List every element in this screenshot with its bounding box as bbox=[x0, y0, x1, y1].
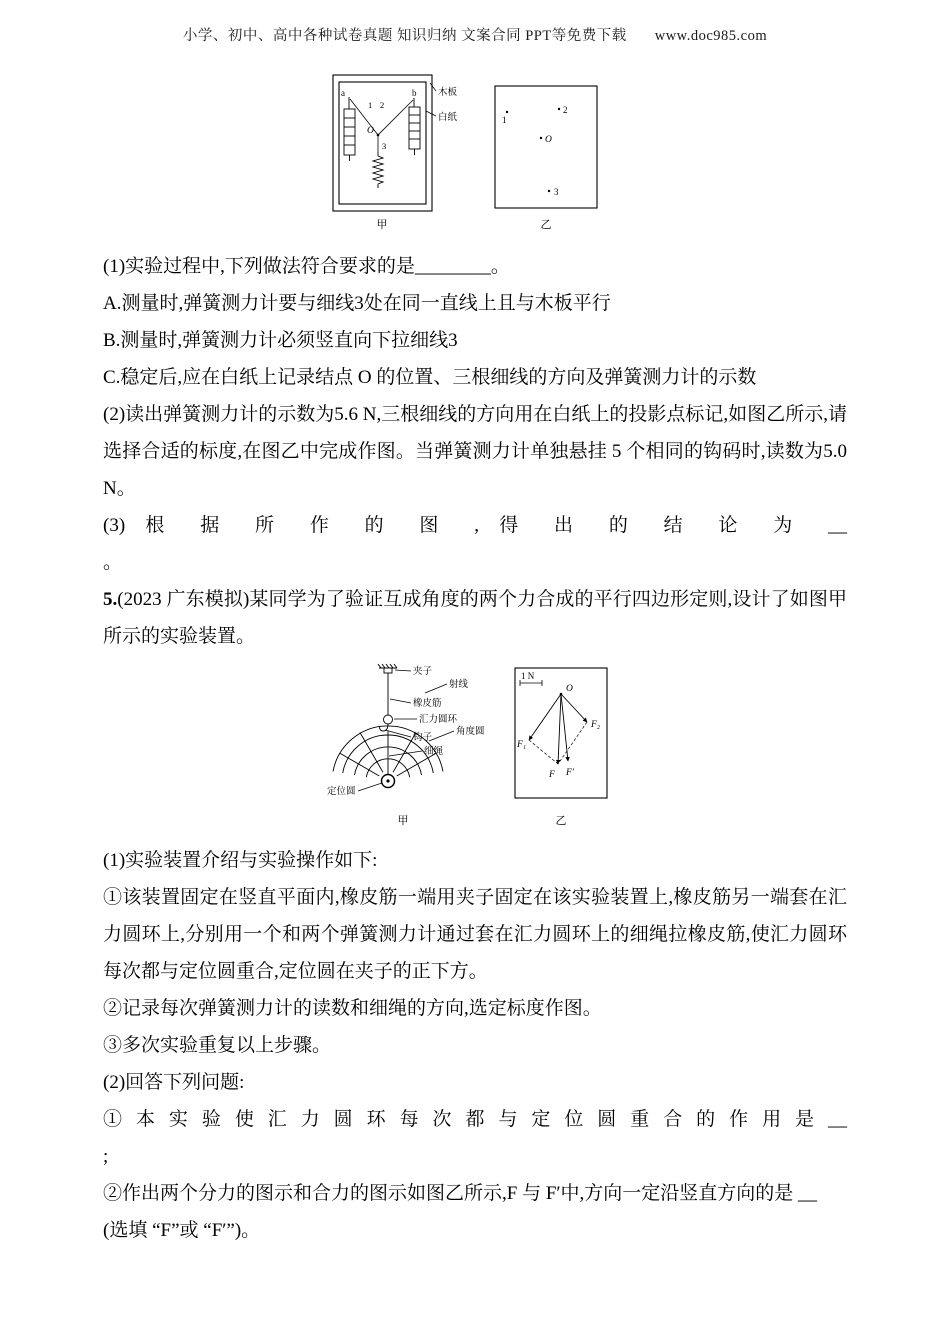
pos-circle-dot bbox=[386, 779, 389, 782]
q5-step-3: ③多次实验重复以上步骤。 bbox=[103, 1035, 332, 1056]
yi-dot-1 bbox=[506, 111, 508, 113]
label-rubber-band: 橡皮筋 bbox=[413, 699, 442, 709]
q4-part1: (1)实验过程中,下列做法符合要求的是________。 bbox=[103, 256, 510, 277]
yi-label-O: O bbox=[545, 135, 552, 145]
force-diagram-rect bbox=[515, 668, 607, 798]
label-clamp: 夹子 bbox=[413, 667, 433, 677]
q5-intro bbox=[103, 581, 847, 655]
q5-part2-qb-end: (选填 “F”或 “F′”)。 bbox=[103, 1220, 261, 1241]
force-O-label: O bbox=[566, 684, 573, 694]
q5-intro-text: (2023 广东模拟)某同学为了验证互成角度的两个力合成的平行四边形定则,设计了如图甲所示的实验装置。 bbox=[103, 589, 847, 647]
figure-1-container bbox=[0, 73, 950, 238]
label-b: b bbox=[412, 88, 417, 98]
header-promo-text: 小学、初中、高中各种试卷真题 知识归纳 文案合同 PPT等免费下载 bbox=[182, 28, 627, 44]
q5-step-2: ②记录每次弹簧测力计的读数和细绳的方向,选定标度作图。 bbox=[103, 998, 602, 1019]
fig1-caption-jia: 甲 bbox=[376, 219, 388, 231]
label-string-2: 2 bbox=[380, 100, 385, 110]
label-a: a bbox=[341, 88, 345, 98]
label-board: 木板 bbox=[438, 88, 458, 98]
q5-step-1: ①该装置固定在竖直平面内,橡皮筋一端用夹子固定在该实验装置上,橡皮筋另一端套在汇力圆环上,分别用一个和两个弹簧测力计通过套在汇力圆环上的细绳拉橡皮筋,使汇力圆环每次都与定位圆重合,定位圆在夹子的正下方。 bbox=[103, 887, 847, 982]
label-paper: 白纸 bbox=[438, 113, 458, 123]
fig2-leaders bbox=[358, 670, 454, 791]
yi-label-1: 1 bbox=[502, 115, 507, 125]
label-O: O bbox=[367, 126, 374, 136]
label-hook: 钩子 bbox=[413, 733, 433, 743]
label-pos-circle: 定位圆 bbox=[327, 787, 356, 797]
q4-option-c: C.稳定后,应在白纸上记录结点 O 的位置、三根细线的方向及弹簧测力计的示数 bbox=[103, 367, 757, 388]
q4-option-b: B.测量时,弹簧测力计必须竖直向下拉细线3 bbox=[103, 330, 458, 351]
label-string: 细绳 bbox=[424, 747, 444, 757]
q4-part3-end: 。 bbox=[103, 552, 123, 573]
force-vectors bbox=[529, 694, 587, 764]
yi-dot-O bbox=[540, 137, 542, 139]
label-force-ring: 汇力圆环 bbox=[419, 715, 458, 725]
label-F: F bbox=[549, 770, 555, 780]
yi-label-2: 2 bbox=[563, 105, 568, 115]
yi-dot-2 bbox=[558, 108, 560, 110]
label-angle-circle: 角度圆 bbox=[456, 727, 485, 737]
q5-part2-qa: ① 本 实 验 使 汇 力 圆 环 每 次 都 与 定 位 圆 重 合 的 作 用 是 __ bbox=[103, 1109, 847, 1130]
fig1-caption-yi: 乙 bbox=[540, 219, 552, 231]
q5-number: 5. bbox=[103, 589, 118, 610]
apparatus bbox=[333, 664, 443, 788]
q4-part2: (2)读出弹簧测力计的示数为5.6 N,三根细线的方向用在白纸上的投影点标记,如图乙所示,请选择合适的标度,在图乙中完成作图。当弹簧测力计单独悬挂 5 个相同的钩码时,读数为5.0 N。 bbox=[103, 404, 847, 499]
label-string-1: 1 bbox=[368, 100, 373, 110]
q4-option-a: A.测量时,弹簧测力计要与细线3处在同一直线上且与木板平行 bbox=[103, 293, 611, 314]
label-F2: F₂ bbox=[591, 720, 601, 730]
paper-yi-rect bbox=[495, 86, 597, 208]
figure-2 bbox=[325, 661, 625, 829]
figure-2-container bbox=[0, 661, 950, 834]
label-ray: 射线 bbox=[449, 680, 469, 690]
page-header bbox=[0, 0, 950, 45]
q5-part2: (2)回答下列问题: bbox=[103, 1072, 245, 1093]
label-F-prime: F′ bbox=[566, 768, 574, 778]
q5-setup-intro: (1)实验装置介绍与实验操作如下: bbox=[103, 850, 378, 871]
spring-scale-right bbox=[409, 98, 420, 155]
question-4-body bbox=[103, 248, 847, 655]
spring-coil bbox=[373, 152, 383, 188]
q4-part3: (3) 根 据 所 作 的 图 , 得 出 的 结 论 为 __ bbox=[103, 515, 847, 536]
q5-part2-qa-end: ; bbox=[103, 1146, 109, 1167]
figure-1 bbox=[325, 73, 625, 233]
label-string-3: 3 bbox=[382, 141, 387, 151]
fig2-caption-yi: 乙 bbox=[555, 815, 567, 827]
point-O-jia bbox=[377, 134, 380, 137]
label-F1: F₁ bbox=[517, 740, 527, 750]
q5-part2-qb: ②作出两个分力的图示和合力的图示如图乙所示,F 与 F′中,方向一定沿竖直方向的是 __ bbox=[103, 1183, 818, 1204]
fig2-caption-jia: 甲 bbox=[397, 815, 409, 827]
question-5-body bbox=[103, 842, 847, 1249]
yi-label-3: 3 bbox=[554, 187, 559, 197]
fig1-leaders bbox=[426, 83, 436, 116]
spring-scale-left bbox=[344, 97, 355, 161]
header-site-link[interactable]: www.doc985.com bbox=[654, 28, 768, 44]
scale-label: 1 N bbox=[521, 671, 535, 681]
yi-dot-3 bbox=[548, 190, 550, 192]
